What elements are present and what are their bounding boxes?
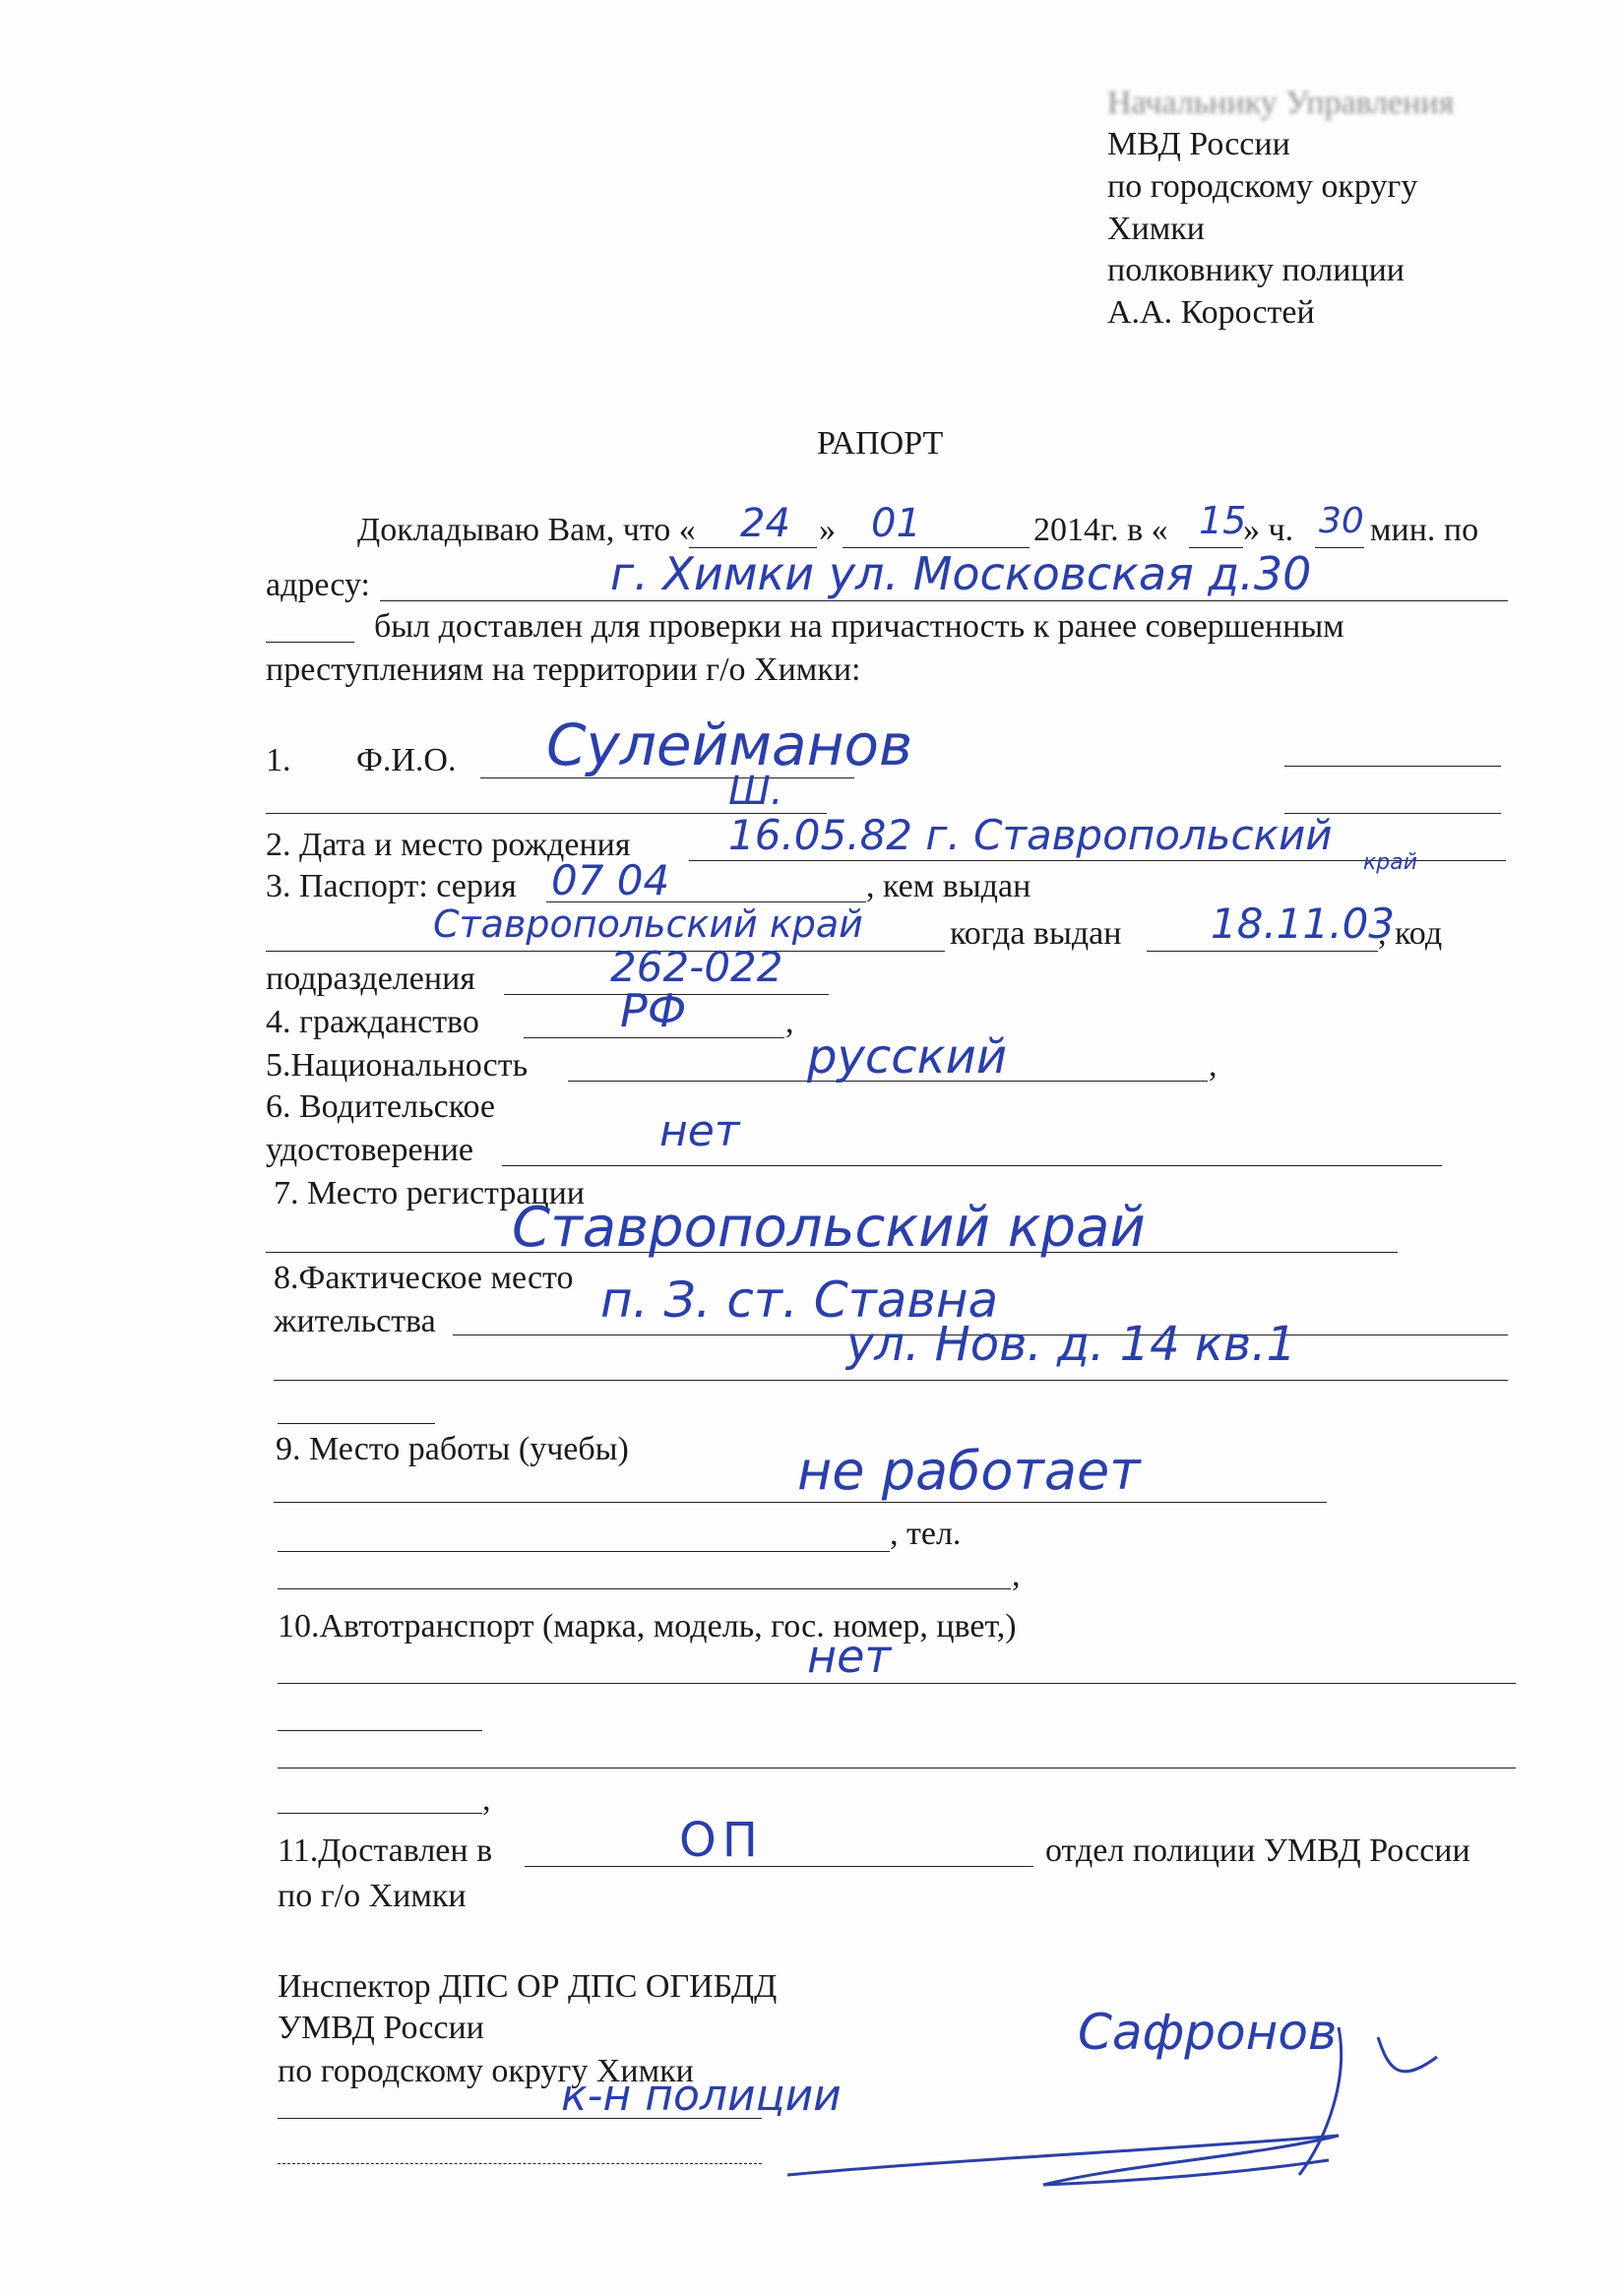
- address-underline: [380, 600, 1508, 601]
- field-3-label-4: , код: [1378, 915, 1443, 952]
- header-line-1: Начальнику Управления: [1107, 85, 1455, 121]
- blank-underline: [266, 642, 354, 643]
- footer-line-2: УМВД России: [278, 2010, 484, 2046]
- field-4-comma: ,: [785, 1004, 794, 1040]
- header-line-6: А.А. Коростей: [1107, 294, 1315, 331]
- field-3-date-handwritten: 18.11.03: [1211, 900, 1396, 948]
- footer-line-3: по городскому округу Химки: [278, 2053, 694, 2089]
- header-line-4: Химки: [1107, 211, 1205, 247]
- minute-underline: [1315, 547, 1364, 548]
- field-10-underline-c: [278, 1768, 1516, 1769]
- field-4-underline: [524, 1037, 784, 1038]
- field-9-tel-label: , тел.: [890, 1516, 962, 1552]
- field-10-handwritten: нет: [807, 1630, 892, 1683]
- hour-handwritten: 15: [1199, 499, 1247, 542]
- field-8-underline-c: [278, 1423, 435, 1424]
- field-3-label-5: подразделения: [266, 961, 475, 997]
- intro-text-3: 2014г. в «: [1033, 512, 1168, 548]
- field-3-label-2: , кем выдан: [866, 868, 1031, 904]
- field-3-issuer-handwritten: Ставропольский край: [433, 902, 863, 946]
- field-1-number: 1.: [266, 742, 291, 778]
- field-2-label: 2. Дата и место рождения: [266, 827, 631, 863]
- field-3-label-3: когда выдан: [950, 915, 1122, 952]
- field-9-label: 9. Место работы (учебы): [276, 1431, 629, 1467]
- field-1-handwritten-2: Ш.: [728, 769, 783, 814]
- signature-scribble: [748, 1988, 1496, 2204]
- intro-text-8: преступлениям на территории г/о Химки:: [266, 652, 861, 688]
- intro-text-2: »: [819, 512, 836, 548]
- field-10-underline-a: [278, 1683, 1516, 1684]
- field-8-handwritten-2: ул. Нов. д. 14 кв.1: [846, 1317, 1296, 1372]
- field-6-label-1: 6. Водительское: [266, 1088, 496, 1125]
- document-title: РАПОРТ: [817, 425, 944, 462]
- field-9-comma: ,: [1012, 1557, 1021, 1593]
- field-4-handwritten: РФ: [620, 984, 687, 1037]
- field-2-handwritten-2: край: [1363, 850, 1418, 875]
- field-10-underline-d: [278, 1813, 482, 1814]
- field-1-underline-b: [1284, 766, 1501, 767]
- field-1-handwritten: Сулейманов: [546, 712, 913, 778]
- field-9-handwritten: не работает: [797, 1440, 1141, 1502]
- intro-text-4: » ч.: [1243, 512, 1294, 548]
- footer-underline-b: [278, 2163, 762, 2164]
- footer-line-1: Инспектор ДПС ОР ДПС ОГИБДД: [278, 1968, 778, 2005]
- field-10-comma: ,: [482, 1781, 491, 1818]
- field-6-underline: [502, 1165, 1442, 1166]
- field-9-underline-c: [278, 1588, 1011, 1589]
- address-handwritten: г. Химки ул. Московская д.30: [610, 547, 1312, 600]
- field-3-series-handwritten: 07 04: [551, 856, 670, 904]
- address-label: адресу:: [266, 567, 370, 603]
- intro-text-7: был доставлен для проверки на причастность к ранее совершенным: [374, 608, 1344, 645]
- field-9-underline-a: [274, 1502, 1327, 1503]
- field-7-label: 7. Место регистрации: [274, 1175, 585, 1211]
- field-3-code-handwritten: 262-022: [610, 943, 783, 991]
- minute-handwritten: 30: [1319, 501, 1364, 541]
- field-6-handwritten: нет: [659, 1106, 740, 1156]
- field-1-label: Ф.И.О.: [356, 742, 457, 778]
- field-6-label-2: удостоверение: [266, 1132, 474, 1168]
- field-11-label-1: 11.Доставлен в: [278, 1832, 493, 1869]
- header-line-5: полковнику полиции: [1107, 252, 1405, 288]
- field-8-handwritten-1: п. З. ст. Ставна: [600, 1272, 999, 1329]
- day-handwritten: 24: [740, 501, 790, 546]
- field-9-underline-b: [278, 1551, 890, 1552]
- intro-text-1: Докладываю Вам, что «: [357, 512, 696, 548]
- field-2-handwritten: 16.05.82 г. Ставропольский: [728, 811, 1333, 859]
- field-4-label: 4. гражданство: [266, 1004, 479, 1040]
- signature-name-handwritten: Сафронов: [1078, 2004, 1338, 2061]
- field-3-issuer-underline: [266, 951, 945, 952]
- field-7-handwritten: Ставропольский край: [512, 1196, 1146, 1260]
- field-3-date-underline: [1147, 951, 1378, 952]
- field-5-comma: ,: [1209, 1047, 1218, 1084]
- field-10-underline-b: [278, 1730, 482, 1731]
- field-11-label-3: по г/о Химки: [278, 1878, 467, 1914]
- header-line-2: МВД России: [1107, 126, 1290, 162]
- field-5-label: 5.Национальность: [266, 1047, 529, 1084]
- field-11-underline: [525, 1866, 1033, 1867]
- field-11-handwritten: ОП: [679, 1813, 764, 1868]
- header-line-3: по городскому округу: [1107, 168, 1418, 205]
- field-3-label-1: 3. Паспорт: серия: [266, 868, 517, 904]
- field-10-label: 10.Автотранспорт (марка, модель, гос. номер, цвет,): [278, 1608, 1017, 1644]
- field-8-label-1: 8.Фактическое место: [274, 1260, 574, 1296]
- field-5-handwritten: русский: [807, 1029, 1008, 1085]
- month-handwritten: 01: [871, 501, 921, 546]
- field-11-label-2: отдел полиции УМВД России: [1045, 1832, 1470, 1869]
- intro-text-5: мин. по: [1370, 512, 1479, 548]
- field-8-label-2: жительства: [274, 1303, 436, 1339]
- footer-rank-handwritten: к-н полиции: [561, 2071, 842, 2121]
- field-8-underline-b: [274, 1380, 1508, 1381]
